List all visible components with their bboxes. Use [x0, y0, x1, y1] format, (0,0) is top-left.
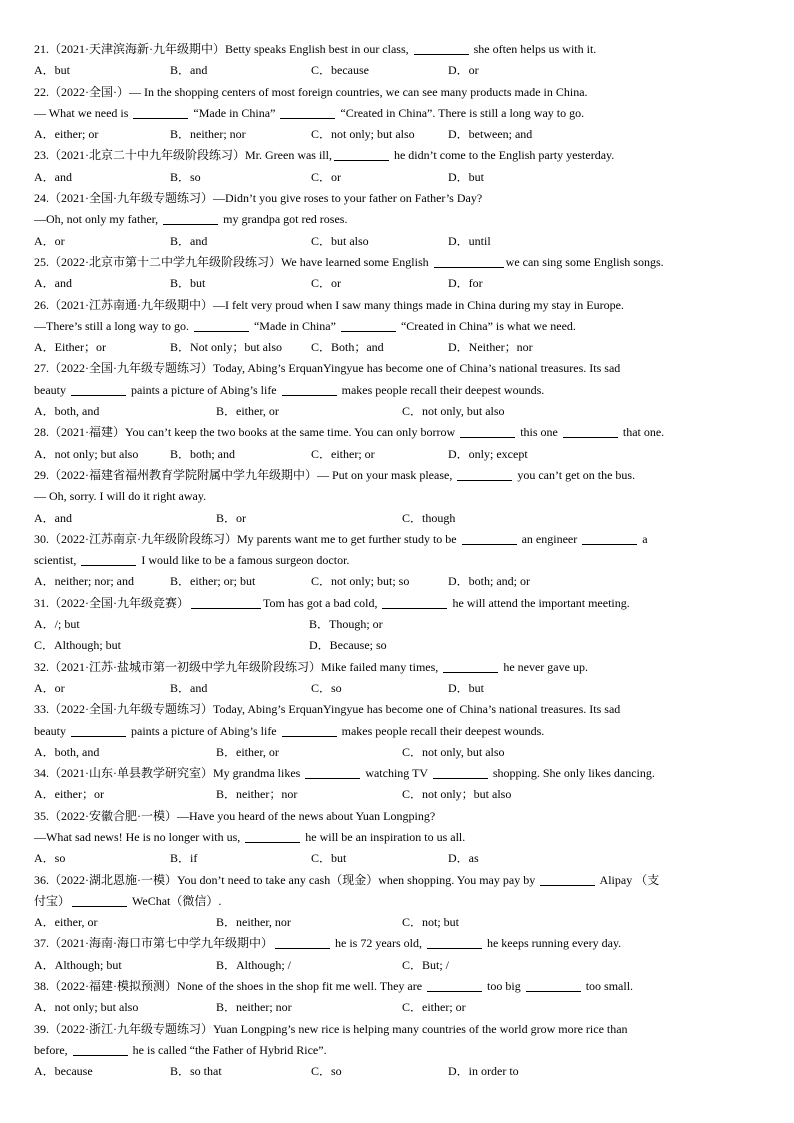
question-text: 28.（2021·福建）You can’t keep the two books at the same time. You can only borrow [34, 425, 459, 440]
question-text-line [34, 188, 760, 209]
question-text-line [34, 209, 760, 230]
question-text: —There’s still a long way to go. [34, 318, 192, 333]
question-text-line [34, 252, 760, 273]
question-text: makes people recall their deepest wounds. [338, 723, 545, 738]
option: D．in order to [448, 1064, 519, 1079]
question-text-line [34, 657, 760, 678]
option: C．not only, but also [402, 744, 505, 759]
options-row [34, 742, 760, 763]
question-text: before, [34, 1042, 71, 1057]
question-text: my grandpa got red roses. [220, 212, 348, 227]
question-text-line [34, 806, 760, 827]
answer-blank [460, 424, 515, 438]
answer-blank [540, 872, 595, 886]
options-row [34, 912, 760, 933]
options-row [34, 337, 760, 358]
answer-blank [73, 1042, 128, 1056]
question-text: an engineer [518, 531, 581, 546]
option: A．or [34, 233, 65, 248]
option: D．Because; so [309, 638, 387, 653]
question-text: beauty [34, 382, 69, 397]
question-39 [34, 1019, 760, 1083]
question-text: he is 72 years old, [332, 936, 425, 951]
question-text: 38.（2022·福建·模拟预测）None of the shoes in the shop fit me well. They are [34, 979, 426, 994]
option: D．Neither；nor [448, 340, 533, 355]
option: C．either; or [402, 1000, 466, 1015]
question-text-line [34, 593, 760, 614]
option: A．or [34, 680, 65, 695]
question-text-line [34, 550, 760, 571]
options-row [34, 1061, 760, 1082]
option: B．either, or [216, 744, 279, 759]
question-22 [34, 82, 760, 146]
question-text: — Oh, sorry. I will do it right away. [34, 489, 207, 504]
question-text: 33.（2022·全国·九年级专题练习）Today, Abing’s ErquanYingyue has become one of China’s national treasures. Its sad [34, 702, 621, 717]
question-38 [34, 976, 760, 1019]
options-row [34, 678, 760, 699]
option: D．as [448, 851, 479, 866]
question-text: 付宝） [34, 893, 71, 908]
option: B．and [170, 63, 208, 78]
question-24 [34, 188, 760, 252]
question-25 [34, 252, 760, 295]
question-text-line [34, 39, 760, 60]
option: B．if [170, 851, 198, 866]
option: C．but also [311, 233, 369, 248]
question-23 [34, 145, 760, 188]
question-text: he will attend the important meeting. [449, 595, 630, 610]
option: B．or [216, 510, 247, 525]
option: C．not; but [402, 915, 460, 930]
question-text: shopping. She only likes dancing. [489, 766, 655, 781]
question-text: he didn’t come to the English party yesterday. [390, 148, 615, 163]
option: D．or [448, 63, 479, 78]
option: B．neither; nor [170, 127, 246, 142]
question-text: 27.（2022·全国·九年级专题练习）Today, Abing’s ErquanYingyue has become one of China’s national treasures. Its sad [34, 361, 621, 376]
option: C．not only；but also [402, 787, 512, 802]
question-text: you can’t get on the bus. [514, 467, 636, 482]
option: C．But; / [402, 957, 450, 972]
option: A．Either；or [34, 340, 106, 355]
question-text: 39.（2022·浙江·九年级专题练习）Yuan Longping’s new rice is helping many countries of the world grow more rice than [34, 1021, 628, 1036]
question-text: “Created in China” is what we need. [397, 318, 576, 333]
option: D．until [448, 233, 491, 248]
question-text-line [34, 1040, 760, 1061]
question-text: that one. [619, 425, 665, 440]
question-text-line [34, 763, 760, 784]
answer-blank [133, 105, 188, 119]
option: B．both; and [170, 446, 235, 461]
option: C．but [311, 851, 347, 866]
question-text: makes people recall their deepest wounds. [338, 382, 545, 397]
question-text: he never gave up. [500, 659, 588, 674]
question-text-line [34, 699, 760, 720]
answer-blank [71, 723, 126, 737]
question-text-line [34, 933, 760, 954]
options-row [34, 571, 760, 592]
answer-blank [382, 595, 447, 609]
options-row [34, 60, 760, 81]
option: C．Although; but [34, 638, 122, 653]
option: A．because [34, 1064, 93, 1079]
answer-blank [434, 254, 504, 268]
options-row [34, 124, 760, 145]
options-row [34, 401, 760, 422]
question-28 [34, 422, 760, 465]
question-text: she often helps us with it. [470, 42, 597, 56]
question-text-line [34, 891, 760, 912]
option: C．Both；and [311, 340, 384, 355]
option: D．for [448, 276, 483, 291]
answer-blank [245, 829, 300, 843]
answer-blank [462, 531, 517, 545]
question-text-line [34, 380, 760, 401]
answer-blank [194, 318, 249, 332]
option: B．neither, nor [216, 915, 291, 930]
answer-blank [582, 531, 637, 545]
answer-blank [71, 382, 126, 396]
question-text-line [34, 316, 760, 337]
question-text: 21.（2021·天津滨海新·九年级期中）Betty speaks English best in our class, [34, 42, 412, 56]
option: A．Although; but [34, 957, 122, 972]
question-26 [34, 295, 760, 359]
answer-blank [163, 211, 218, 225]
question-text-line [34, 145, 760, 166]
question-text: scientist, [34, 553, 80, 568]
question-31 [34, 593, 760, 657]
question-text-line [34, 486, 760, 507]
question-text: too big [484, 979, 524, 994]
answer-blank [457, 467, 512, 481]
option: C．so [311, 1064, 342, 1079]
options-row [34, 614, 760, 635]
option: A．not only; but also [34, 446, 139, 461]
question-text-line [34, 1019, 760, 1040]
option: D．only; except [448, 446, 528, 461]
option: D．but [448, 169, 485, 184]
question-text: beauty [34, 723, 69, 738]
question-text-line [34, 529, 760, 550]
question-text-line [34, 422, 760, 443]
question-text-line [34, 358, 760, 379]
option: C．or [311, 169, 342, 184]
question-29 [34, 465, 760, 529]
question-37 [34, 933, 760, 976]
option: C．not only; but; so [311, 574, 410, 589]
option: C．not only, but also [402, 404, 505, 419]
option: B．and [170, 680, 208, 695]
question-text: 32.（2021·江苏·盐城市第一初级中学九年级阶段练习）Mike failed many times, [34, 659, 442, 674]
option: A．both, and [34, 404, 100, 419]
question-32 [34, 657, 760, 700]
answer-blank [275, 935, 330, 949]
answer-blank [282, 382, 337, 396]
answer-blank [427, 978, 482, 992]
option: A．either; or [34, 127, 99, 142]
answer-blank [526, 978, 581, 992]
option: A．and [34, 510, 72, 525]
question-text: paints a picture of Abing’s life [128, 382, 280, 397]
question-text: 24.（2021·全国·九年级专题练习）—Didn’t you give roses to your father on Father’s Day? [34, 191, 483, 206]
option: C．though [402, 510, 456, 525]
question-text: 34.（2021·山东·单县教学研究室）My grandma likes [34, 766, 304, 781]
question-text: “Created in China”. There is still a long way to go. [337, 105, 585, 120]
question-30 [34, 529, 760, 593]
option: A．and [34, 276, 72, 291]
option: C．so [311, 680, 342, 695]
question-text: 23.（2021·北京二十中九年级阶段练习）Mr. Green was ill, [34, 148, 332, 163]
answer-blank [443, 659, 498, 673]
question-text: 22.（2022·全国·）— In the shopping centers of most foreign countries, we can see many products made in China. [34, 84, 588, 99]
answer-blank [191, 595, 261, 609]
question-text-line [34, 721, 760, 742]
options-row [34, 167, 760, 188]
options-row [34, 784, 760, 805]
options-row [34, 635, 760, 656]
options-row [34, 997, 760, 1018]
option: A．/; but [34, 617, 80, 632]
answer-blank [280, 105, 335, 119]
question-text: — What we need is [34, 105, 132, 120]
option: D．between; and [448, 127, 533, 142]
options-row [34, 231, 760, 252]
question-text: 25.（2022·北京市第十二中学九年级阶段练习）We have learned some English [34, 254, 432, 269]
option: A．not only; but also [34, 1000, 139, 1015]
option: A．either；or [34, 787, 104, 802]
question-text-line [34, 827, 760, 848]
option: B．Although; / [216, 957, 292, 972]
question-text-line [34, 870, 760, 891]
option: B．either, or [216, 404, 279, 419]
options-row [34, 273, 760, 294]
answer-blank [414, 41, 469, 55]
answer-blank [563, 424, 618, 438]
answer-blank [433, 765, 488, 779]
option: A．so [34, 851, 66, 866]
option: A．but [34, 63, 71, 78]
option: D．both; and; or [448, 574, 530, 589]
question-21 [34, 39, 760, 82]
option: B．so that [170, 1064, 222, 1079]
question-text: “Made in China” [190, 105, 279, 120]
question-text: this one [517, 425, 561, 440]
question-text-line [34, 82, 760, 103]
question-text: 35.（2022·安徽合肥·一模）—Have you heard of the news about Yuan Longping? [34, 808, 436, 823]
question-35 [34, 806, 760, 870]
option: B．either; or; but [170, 574, 256, 589]
option: D．but [448, 680, 485, 695]
question-text: Alipay （支 [597, 872, 660, 887]
options-row [34, 444, 760, 465]
question-text-line [34, 295, 760, 316]
question-text: he is called “the Father of Hybrid Rice”. [129, 1042, 327, 1057]
question-33 [34, 699, 760, 763]
question-36 [34, 870, 760, 934]
question-text: a [639, 531, 648, 546]
question-text: 31.（2022·全国·九年级竞赛） [34, 595, 189, 610]
option: A．and [34, 169, 72, 184]
option: C．because [311, 63, 369, 78]
answer-blank [334, 147, 389, 161]
option: B．Though; or [309, 617, 383, 632]
question-text: WeChat（微信）. [129, 893, 222, 908]
option: C．either; or [311, 446, 375, 461]
question-text: 36.（2022·湖北恩施·一模）You don’t need to take any cash（现金）when shopping. You may pay by [34, 872, 539, 887]
question-text: Tom has got a bad cold, [263, 595, 381, 610]
options-row [34, 848, 760, 869]
question-text: he keeps running every day. [483, 936, 622, 951]
option: B．neither；nor [216, 787, 298, 802]
question-27 [34, 358, 760, 422]
question-text-line [34, 976, 760, 997]
question-text: I would like to be a famous surgeon doctor. [138, 553, 350, 568]
question-text: 37.（2021·海南·海口市第七中学九年级期中） [34, 936, 273, 951]
question-text: we can sing some English songs. [505, 254, 664, 269]
option: C．or [311, 276, 342, 291]
question-text: “Made in China” [250, 318, 339, 333]
option: B．so [170, 169, 201, 184]
question-text: watching TV [362, 766, 431, 781]
option: A．both, and [34, 744, 100, 759]
option: B．but [170, 276, 206, 291]
option: A．either, or [34, 915, 98, 930]
question-text: 26.（2021·江苏南通·九年级期中）—I felt very proud when I saw many things made in China during my stay in Europe. [34, 297, 624, 312]
question-text: he will be an inspiration to us all. [302, 829, 466, 844]
option: A．neither; nor; and [34, 574, 134, 589]
question-text: 29.（2022·福建省福州教育学院附属中学九年级期中）— Put on your mask please, [34, 467, 456, 482]
question-text: 30.（2022·江苏南京·九年级阶段练习）My parents want me to get further study to be [34, 531, 460, 546]
question-text-line [34, 465, 760, 486]
option: C．not only; but also [311, 127, 415, 142]
question-text: too small. [582, 979, 634, 994]
answer-blank [305, 765, 360, 779]
question-text: paints a picture of Abing’s life [128, 723, 280, 738]
answer-blank [282, 723, 337, 737]
question-text: —What sad news! He is no longer with us, [34, 829, 244, 844]
answer-blank [72, 893, 127, 907]
question-text: —Oh, not only my father, [34, 212, 162, 227]
answer-blank [341, 318, 396, 332]
option: B．and [170, 233, 208, 248]
options-row [34, 955, 760, 976]
answer-blank [81, 552, 136, 566]
question-34 [34, 763, 760, 806]
options-row [34, 508, 760, 529]
question-text-line [34, 103, 760, 124]
option: B．neither; nor [216, 1000, 292, 1015]
option: B．Not only；but also [170, 340, 283, 355]
answer-blank [427, 935, 482, 949]
